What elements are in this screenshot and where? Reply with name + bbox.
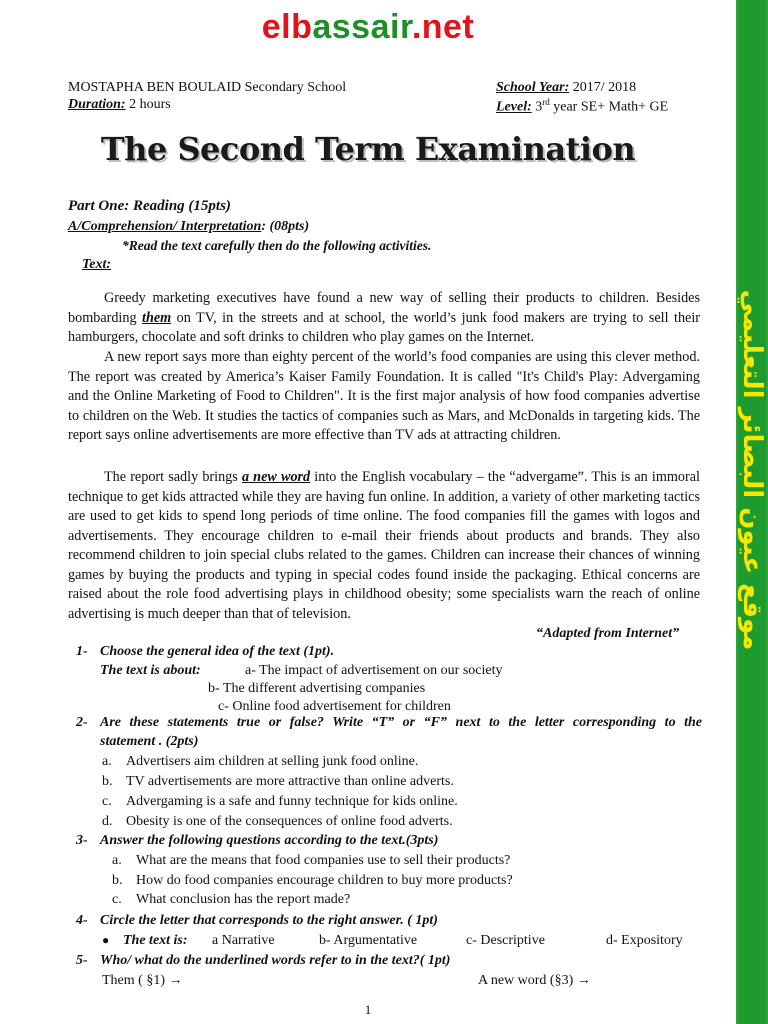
exam-title: The Second Term Examination (100, 130, 636, 168)
question-5-them: Them ( §1) → (102, 973, 183, 988)
school-name: MOSTAPHA BEN BOULAID Secondary School (68, 80, 347, 95)
level-value: 3 (531, 99, 543, 115)
logo-part-net: .net (411, 8, 475, 46)
question-1-option-c: c- Online food advertisement for children (218, 699, 451, 714)
question-4-option-a: a Narrative (212, 933, 275, 948)
paragraph-1-start: Greedy marketing executives have found a new way of selling their products to children. Besides bombarding (68, 290, 700, 326)
text-label: Text: (82, 257, 112, 272)
page-number: 1 (364, 1002, 372, 1017)
paragraph-3-start: The report sadly brings (104, 469, 242, 485)
question-2-item-b-letter: b. (102, 774, 113, 789)
site-logo (0, 8, 736, 47)
question-2-number: 2- (76, 715, 88, 730)
question-3-item-c: What conclusion has the report made? (136, 892, 351, 907)
question-4-text: Circle the letter that corresponds to the right answer. ( 1pt) (100, 913, 438, 928)
paragraph-1-end: on TV, in the streets and at school, the world’s junk food makers are trying to sell their hamburgers, chocolate and soft drinks to children who play games on the Internet. (68, 309, 700, 345)
logo-part-elb: elb (261, 8, 313, 46)
logo-part-assair: assair (312, 8, 412, 46)
instructions: *Read the text carefully then do the following activities. (122, 238, 432, 253)
question-2-item-c-letter: c. (102, 794, 112, 809)
question-5-number: 5- (76, 953, 88, 968)
level (496, 97, 668, 116)
question-5-text: Who/ what do the underlined words refer to in the text?( 1pt) (100, 953, 451, 968)
question-1-text: Choose the general idea of the text (1pt). (100, 644, 335, 659)
question-4-option-c: c- Descriptive (466, 933, 545, 948)
paragraph-3 (68, 468, 700, 624)
section-a-label: A/Comprehension/ Interpretation (68, 219, 262, 234)
text-source: “Adapted from Internet” (536, 626, 680, 641)
bullet-icon: ● (102, 933, 110, 947)
question-3-item-b: How do food companies encourage children to buy more products? (136, 873, 513, 888)
school-year-label: School Year: (496, 80, 570, 95)
part-one-heading: Part One: Reading (15pts) (68, 198, 231, 214)
duration-value: 2 hours (125, 97, 171, 112)
question-4-lead: The text is: (123, 933, 188, 948)
underlined-word-them: them (142, 309, 172, 326)
level-value-rest: year SE+ Math+ GE (549, 99, 669, 115)
question-2-item-a: Advertisers aim children at selling junk food online. (126, 754, 419, 769)
paragraph-1 (68, 289, 700, 348)
question-3-text: Answer the following questions according to the text.(3pts) (100, 833, 439, 848)
question-5-new-word: A new word (§3) → (478, 973, 591, 988)
site-sidebar-banner (736, 0, 768, 1024)
question-2-item-d-letter: d. (102, 814, 113, 829)
question-1-option-b: b- The different advertising companies (208, 681, 426, 696)
duration (68, 97, 171, 113)
question-3-item-a: What are the means that food companies use to sell their products? (136, 853, 511, 868)
underlined-word-new-word: a new word (241, 469, 311, 485)
question-2-text: Are these statements true or false? Write “T” or “F” next to the letter corresponding to the (100, 715, 702, 730)
question-3-number: 3- (76, 833, 88, 848)
duration-label: Duration: (68, 97, 126, 112)
question-4-option-b: b- Argumentative (319, 933, 418, 948)
question-4-option-d: d- Expository (606, 933, 683, 948)
question-3-item-a-letter: a. (112, 853, 122, 868)
question-2-text-cont: statement . (2pts) (100, 734, 199, 749)
section-a-heading (68, 219, 309, 235)
question-1-option-a: a- The impact of advertisement on our society (245, 663, 503, 678)
school-year-value: 2017/ 2018 (569, 80, 637, 95)
question-1-number: 1- (76, 644, 88, 659)
section-a-points: : (08pts) (261, 219, 310, 234)
question-2-item-c: Advergaming is a safe and funny technique for kids online. (126, 794, 458, 809)
question-2-item-a-letter: a. (102, 754, 112, 769)
paragraph-2: A new report says more than eighty percent of the world’s food companies are using this clever method. The report was created by America’s Kaiser Family Foundation. It is called "It's Child's Play: Advergaming and the Online Marketing of Food to Children". It is the first major analysis of how food companies advertise to children on the Web. It studies the tactics of companies such as Mars, and McDonalds in targeting kids. The report says online advertisements are more effective than TV ads at attracting children. (68, 349, 700, 443)
question-3-item-b-letter: b. (112, 873, 123, 888)
school-year (496, 80, 636, 96)
question-4-number: 4- (76, 913, 88, 928)
level-label: Level: (496, 99, 532, 115)
question-2-item-b: TV advertisements are more attractive than online adverts. (126, 774, 454, 789)
sidebar-site-name: موقع عيون البصائر التعليمي (737, 289, 767, 651)
level-superscript: rd (542, 97, 550, 107)
question-1-lead: The text is about: (100, 663, 201, 678)
paragraph-3-end: into the English vocabulary – the “advergame”. This is an immoral technique to get kids attracted while they are having fun online. In addition, a variety of other marketing tactics are used to get kids to spend long periods of time online. The food companies fill the games with logos and advertisements. They encourage children to e-mail their friends about products and brands. They also recommend children to join special clubs related to the games. Children can increase their chances of winning games by buying the products and typing in special codes found inside the packaging. Ethical concerns are raised about the role food advertising plays in childhood obesity; some specialists warn the reach of online advertising is much deeper than that of television. (68, 469, 700, 622)
question-3-item-c-letter: c. (112, 892, 122, 907)
question-2-item-d: Obesity is one of the consequences of online food adverts. (126, 814, 453, 829)
